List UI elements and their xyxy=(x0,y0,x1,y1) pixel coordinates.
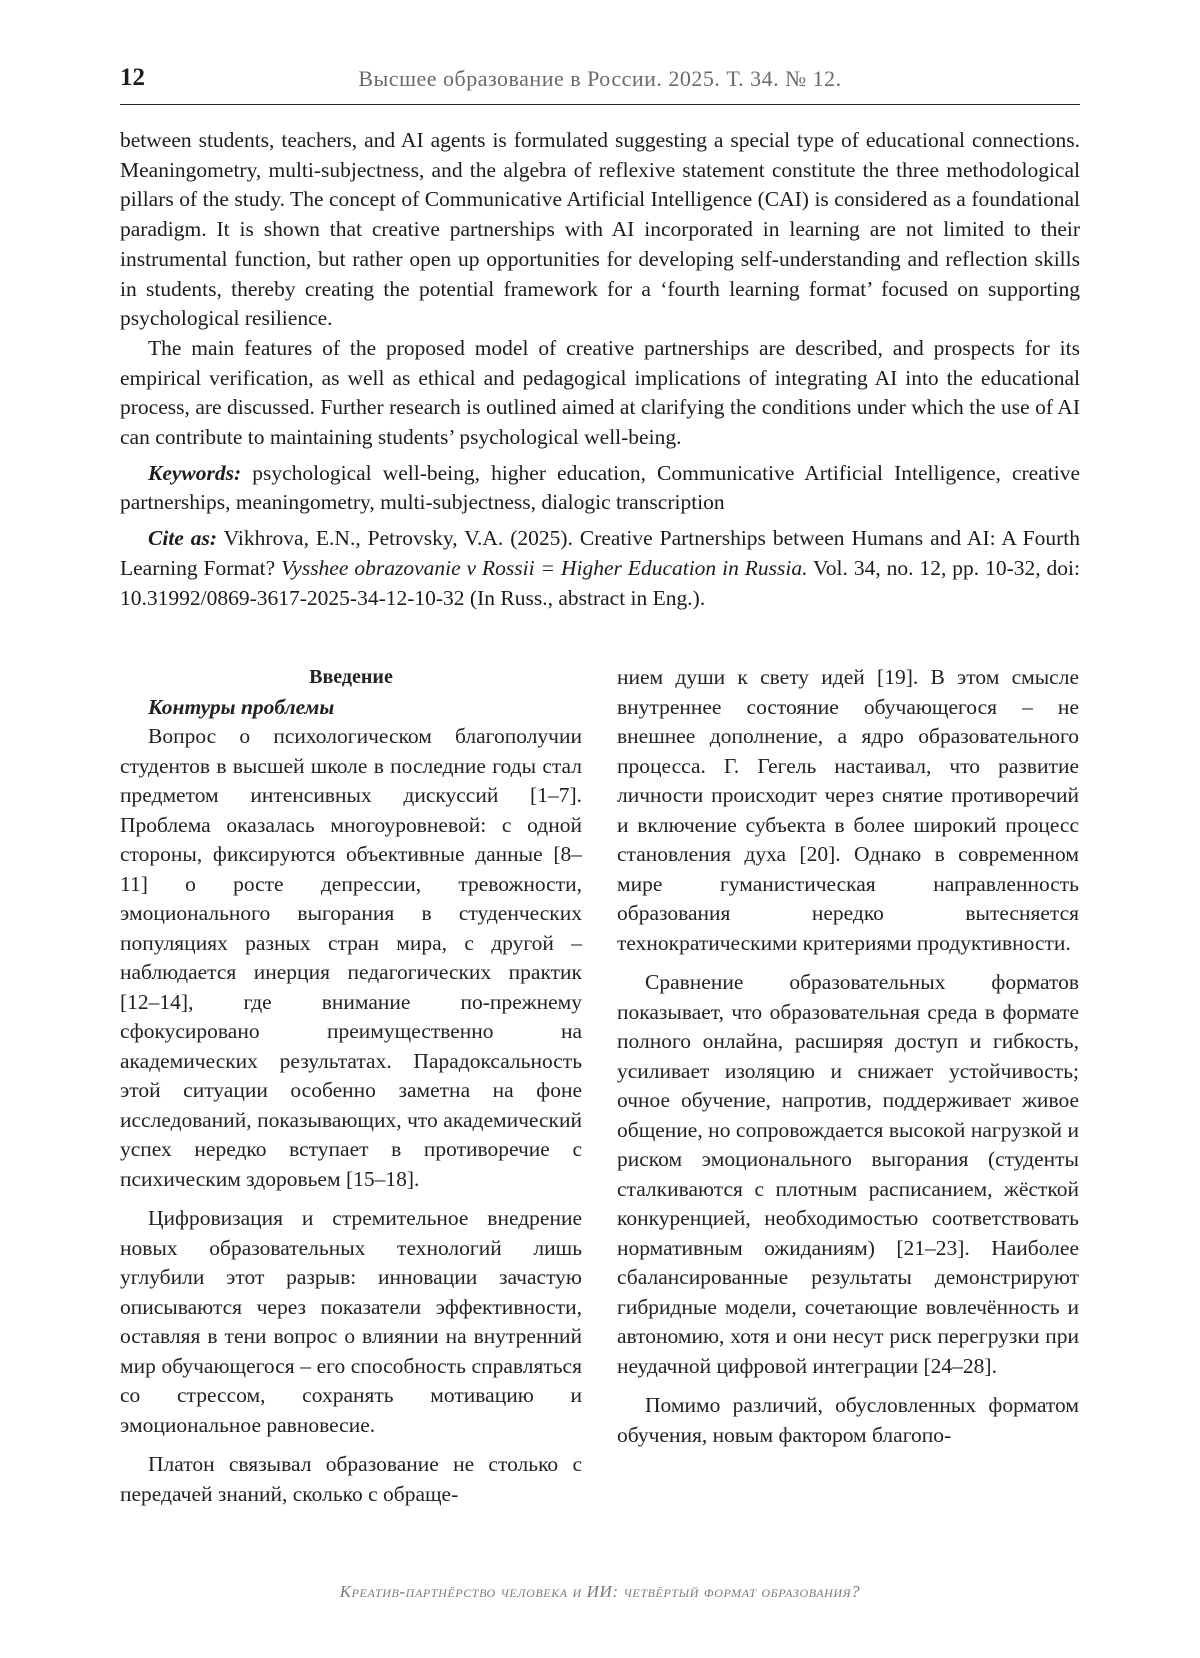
body-paragraph: Цифровизация и стремительное внедрение новых образовательных технологий лишь углубили этот разрыв: инновации зачастую описываются через показатели эффективности, оставляя в тени вопрос о влиянии на внутренний мир обучающегося – его способность справляться со стрессом, сохранять мотивацию и эмоциональное равновесие. xyxy=(120,1206,582,1437)
citation xyxy=(120,524,1080,613)
page-header xyxy=(120,60,1080,105)
abstract-paragraph: The main features of the proposed model of creative partnerships are described, and prospects for its empirical verification, as well as ethical and pedagogical implications of integrating AI into the educational process, are discussed. Further research is outlined aimed at clarifying the conditions under which the use of AI can contribute to maintaining students’ psychological well-being. xyxy=(120,335,1080,450)
abstract-paragraph: between students, teachers, and AI agents is formulated suggesting a special type of educational connections. Meaningometry, multi-subjectness, and the algebra of reflexive statement constitute the three methodological pillars of the study. The concept of Communicative Artificial Intelligence (CAI) is considered as a foundational paradigm. It is shown that creative partnerships with AI incorporated in learning are not limited to their instrumental function, but rather open up opportunities for developing self-understanding and reflection skills in students, thereby creating the potential framework for a ‘fourth learning format’ focused on supporting psychological resilience. xyxy=(120,128,1080,331)
left-column xyxy=(120,663,582,1509)
keywords-label: Keywords: xyxy=(148,460,242,485)
body-paragraph: Сравнение образовательных форматов показывает, что образовательная среда в формате полного онлайна, расширяя доступ и гибкость, усиливает изоляцию и снижает устойчивость; очное обучение, напротив, поддерживает живое общение, но сопровождается высокой нагрузкой и риском эмоционального выгорания (студенты сталкиваются с плотным расписанием, жёсткой конкуренцией, необходимостью соответствовать нормативным ожиданиям) [21–23]. Наиболее сбалансированные результаты демонстрируют гибридные модели, сочетающие вовлечённость и автономию, хотя и они несут риск перегрузки при неудачной цифровой интеграции [24–28]. xyxy=(617,970,1079,1378)
cite-authors: Vikhrova, E.N., Petrovsky, V.A. (2025). Creative Partnerships between Humans and AI: A Fourth Learning Format? xyxy=(120,526,1080,580)
running-footer: Креатив-партнёрство человека и ИИ: четвёртый формат образования? xyxy=(339,1582,861,1601)
cite-details: Vol. 34, no. 12, pp. 10-32, doi: 10.31992/0869-3617-2025-34-12-10-32 (In Russ., abstract in Eng.). xyxy=(120,555,1080,610)
body-paragraph: Платон связывал образование не столько с передачей знаний, сколько с обраще- xyxy=(120,1452,582,1506)
cite-label: Cite as: xyxy=(148,526,218,551)
page-number: 12 xyxy=(120,64,145,91)
section-heading: Введение xyxy=(309,666,393,688)
body-paragraph: Вопрос о психологическом благополучии студентов в высшей школе в последние годы стал предметом интенсивных дискуссий [1–7]. Проблема оказалась многоуровневой: с одной стороны, фиксируются объективные данные [8–11] о росте депрессии, тревожности, эмоционального выгорания в студенческих популяциях разных стран мира, с другой – наблюдается инерция педагогических практик [12–14], где внимание по-прежнему сфокусировано преимущественно на академических результатах. Парадоксальность этой ситуации особенно заметна на фоне исследований, показывающих, что академический успех нередко вступает в противоречие с психическим здоровьем [15–18]. xyxy=(120,724,582,1191)
subsection-heading: Контуры проблемы xyxy=(148,694,335,719)
keywords xyxy=(120,459,1080,518)
abstract xyxy=(120,126,1080,613)
cite-journal: Vysshee obrazovanie v Rossii = Higher Education in Russia. xyxy=(281,555,808,580)
body-paragraph: нием души к свету идей [19]. В этом смысле внутреннее состояние обучающегося – не внешнее дополнение, а ядро образовательного процесса. Г. Гегель настаивал, что развитие личности происходит через снятие противоречий и включение субъекта в более широкий процесс становления духа [20]. Однако в современном мире гуманистическая направленность образования нередко вытесняется технократическими критериями продуктивности. xyxy=(617,665,1079,955)
keywords-text: psychological well-being, higher education, Communicative Artificial Intelligence, creative partnerships, meaningometry, multi-subjectness, dialogic transcription xyxy=(120,460,1081,515)
journal-title: Высшее образование в России. 2025. Т. 34. № 12. xyxy=(358,66,842,91)
right-column xyxy=(617,663,1079,1450)
body-paragraph: Помимо различий, обусловленных форматом обучения, новым фактором благопо- xyxy=(617,1393,1079,1447)
